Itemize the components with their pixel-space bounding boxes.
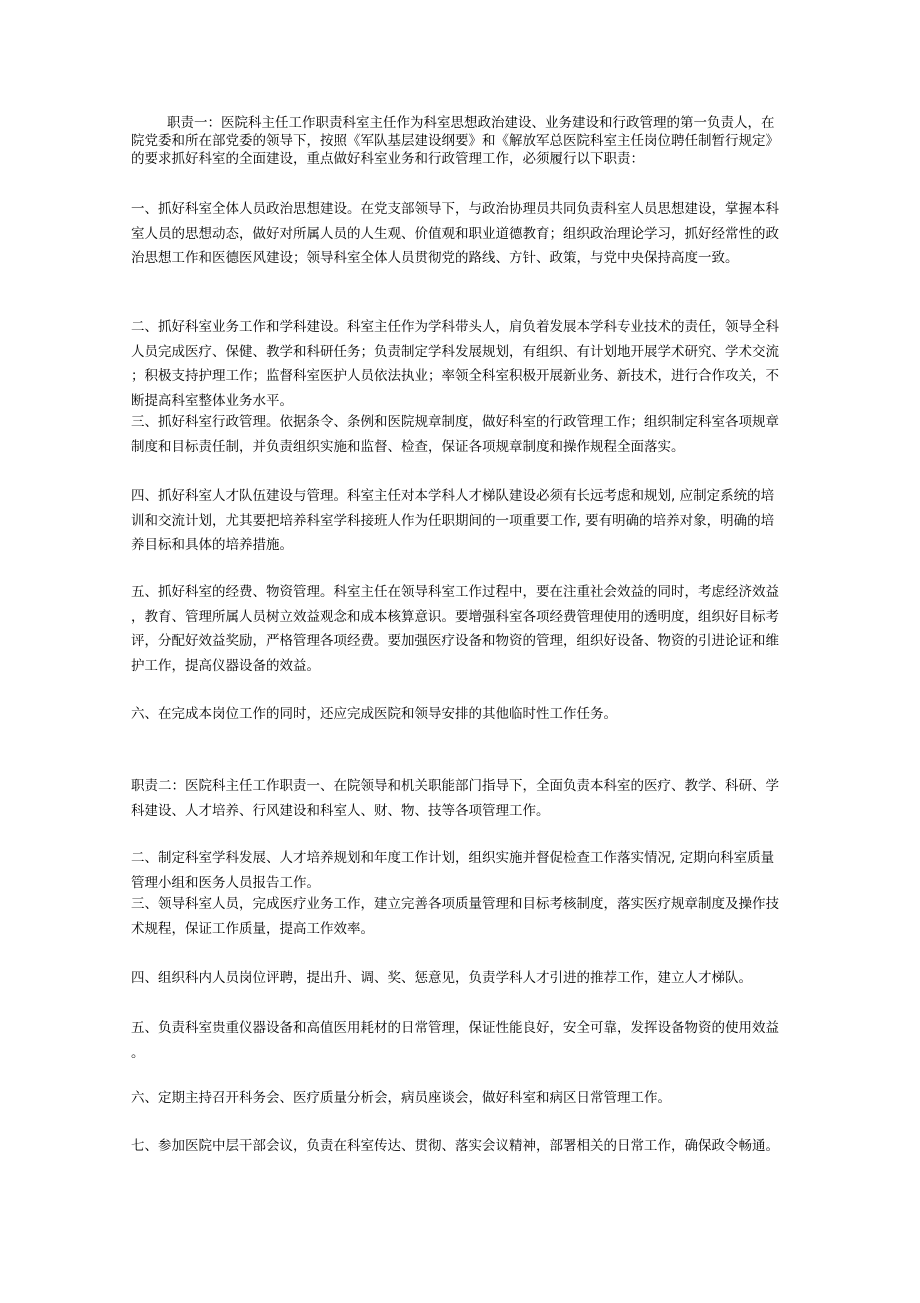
paragraph-line: 室人员的思想动态，做好对所属人员的人生观、价值观和职业道德教育；组织政治理论学习，抓好经常性的政: [131, 225, 779, 242]
duty-one-item-3: [131, 410, 783, 459]
paragraph-line: 治思想工作和医德医风建设；领导科室全体人员贯彻党的路线、方针、政策，与党中央保持高度一致。: [131, 250, 739, 266]
paragraph-line: 六、在完成本岗位工作的同时，还应完成医院和领导安排的其他临时性工作任务。: [131, 706, 617, 722]
paragraph-line: 三、领导科室人员，完成医疗业务工作，建立完善各项质量管理和目标考核制度，落实医疗规章制度及操作技: [131, 896, 779, 912]
paragraph-line: 五、抓好科室的经费、物资管理。科室主任在领导科室工作过程中，要在注重社会效益的同时，考虑经济效益: [131, 584, 779, 600]
duty-two-item-4: [131, 966, 783, 991]
paragraph-line: 养目标和具体的培养措施。: [131, 537, 293, 553]
paragraph-line: 二、抓好科室业务工作和学科建设。科室主任作为学科带头人，肩负着发展本学科专业技术的责任，领导全科: [131, 319, 779, 335]
paragraph-line: 一、抓好科室全体人员政治思想建设。在党支部领导下，与政治协理员共同负责科室人员思想建设，掌握本科: [131, 201, 779, 217]
intro-paragraph: [131, 114, 783, 168]
duty-two-item-1: [131, 774, 783, 823]
intro-first-line: 职责一：医院科主任工作职责科室主任作为科室思想政治建设、业务建设和行政管理的第一负责人，在: [167, 115, 775, 131]
paragraph-line: 三、抓好科室行政管理。依据条令、条例和医院规章制度，做好科室的行政管理工作；组织制定科室各项规章: [131, 414, 779, 430]
duty-one-item-1: [131, 197, 783, 271]
paragraph-line: 断提高科室整体业务水平。: [131, 392, 293, 409]
duty-two-item-3: [131, 892, 783, 941]
duty-two-item-7: [131, 1134, 783, 1159]
intro-line: 的要求抓好科室的全面建设，重点做好科室业务和行政管理工作，必须履行以下职责：: [131, 151, 644, 167]
paragraph-line: 科建设、人才培养、行风建设和科室人、财、物、技等各项管理工作。: [131, 802, 550, 819]
duty-one-item-2: [131, 315, 783, 413]
paragraph-line: 职责二：医院科主任工作职责一、在院领导和机关职能部门指导下，全面负责本科室的医疗、教学、科研、学: [131, 778, 779, 794]
duty-two-item-6: [131, 1086, 783, 1111]
paragraph-line: 术规程，保证工作质量，提高工作效率。: [131, 920, 374, 937]
intro-line: 院党委和所在部党委的领导下，按照《军队基层建设纲要》和《解放军总医院科室主任岗位聘任制暂行规定》: [131, 133, 779, 149]
duty-one-item-4: [131, 484, 783, 558]
paragraph-line: ，教育、管理所属人员树立效益观念和成本核算意识。要增强科室各项经费管理使用的透明度，组织好目标考: [131, 608, 779, 625]
duty-one-item-6: [131, 702, 783, 727]
paragraph-line: 。: [131, 1044, 145, 1061]
paragraph-line: 管理小组和医务人员报告工作。: [131, 874, 320, 891]
paragraph-line: 护工作，提高仪器设备的效益。: [131, 657, 320, 674]
paragraph-line: 六、定期主持召开科务会、医疗质量分析会，病员座谈会，做好科室和病区日常管理工作。: [131, 1090, 671, 1106]
paragraph-line: 四、组织科内人员岗位评聘，提出升、调、奖、惩意见，负责学科人才引进的推荐工作，建立人才梯队。: [131, 970, 752, 986]
paragraph-line: 训和交流计划，尤其要把培养科室学科接班人作为任职期间的一项重要工作, 要有明确的培养对象，明确的培: [131, 512, 775, 529]
paragraph-line: 七、参加医院中层干部会议，负责在科室传达、贯彻、落实会议精神，部署相关的日常工作，确保政令畅通。: [131, 1138, 779, 1154]
paragraph-line: 制度和目标责任制，并负责组织实施和监督、检查，保证各项规章制度和操作规程全面落实。: [131, 438, 685, 455]
duty-two-item-5: [131, 1016, 783, 1065]
paragraph-line: 四、抓好科室人才队伍建设与管理。科室主任对本学科人才梯队建设必须有长远考虑和规划, 应制定系统的培: [131, 488, 775, 504]
paragraph-line: 二、制定科室学科发展、人才培养规划和年度工作计划，组织实施并督促检查工作落实情况, 定期向科室质量: [131, 850, 775, 866]
paragraph-line: 评，分配好效益奖励，严格管理各项经费。要加强医疗设备和物资的管理，组织好设备、物资的引进论证和维: [131, 633, 779, 649]
paragraph-line: 人员完成医疗、保健、教学和科研任务；负责制定学科发展规划，有组织、有计划地开展学术研究、学术交流: [131, 343, 779, 360]
duty-two-item-2: [131, 846, 783, 895]
duty-one-item-5: [131, 580, 783, 678]
paragraph-line: 五、负责科室贵重仪器设备和高值医用耗材的日常管理，保证性能良好，安全可靠，发挥设备物资的使用效益: [131, 1020, 779, 1036]
paragraph-line: ；积极支持护理工作；监督科室医护人员依法执业；率领全科室积极开展新业务、新技术，进行合作攻关，不: [131, 368, 779, 384]
